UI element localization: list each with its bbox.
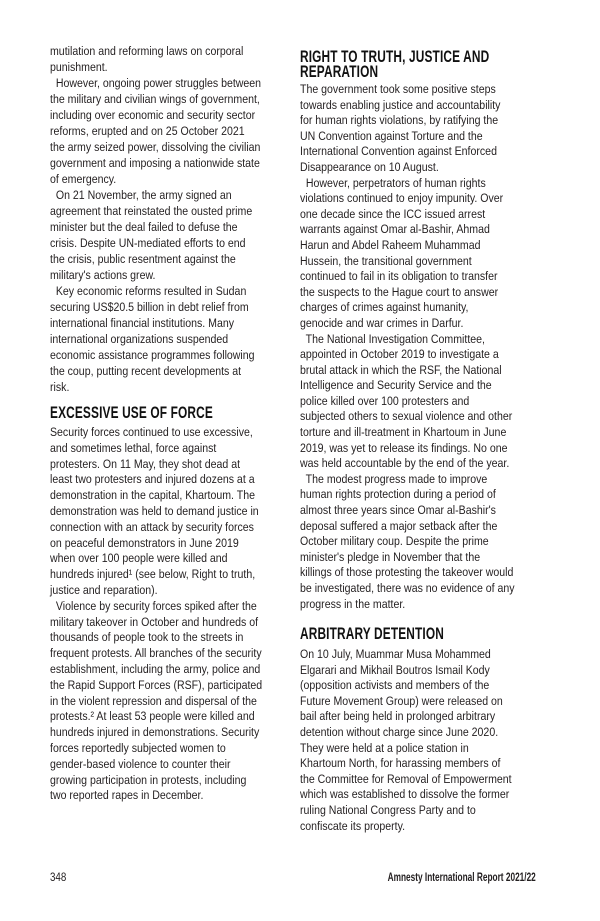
paragraph xyxy=(50,283,282,395)
paragraph xyxy=(50,599,282,804)
text-line: of emergency. xyxy=(50,172,117,186)
text-line: including over economic and security sector xyxy=(50,108,256,122)
text-line: the army seized power, dissolving the civilian xyxy=(50,140,261,154)
text-line: was held accountable by the end of the year. xyxy=(300,456,510,471)
text-line: the Rapid Support Forces (RSF), participated xyxy=(50,677,263,692)
text-line: violations continued to enjoy impunity. Over xyxy=(300,191,504,206)
text-line: agreement that reinstated the ousted prime xyxy=(50,204,253,218)
text-line: The government took some positive steps xyxy=(300,82,496,96)
text-line: However, ongoing power struggles between xyxy=(50,76,262,90)
text-line: Elgarari and Mikhail Boutros Ismail Kody xyxy=(300,662,490,677)
text-line: connection with an attack by security forces xyxy=(50,519,254,534)
text-line: be investigated, there was no evidence of any xyxy=(300,581,515,595)
text-line: Hussein, the transitional government xyxy=(300,253,472,268)
text-line: economic assistance programmes following xyxy=(50,348,255,362)
text-line: and sometimes lethal, force against xyxy=(50,440,217,455)
text-line: military's actions grew. xyxy=(50,268,156,282)
text-line: minister's pledge in November that the xyxy=(300,549,481,564)
text-line: warrants against Omar al-Bashir, Ahmad xyxy=(300,222,490,237)
text-line: the suspects to the Hague court to answer xyxy=(300,284,499,299)
text-line: international financial institutions. Many xyxy=(50,316,234,330)
text-line: subjected others to sexual violence and other xyxy=(300,409,513,424)
text-line: Disappearance on 10 August. xyxy=(300,159,439,174)
paragraph xyxy=(300,82,532,176)
text-line: ARBITRARY DETENTION xyxy=(300,625,444,643)
text-line: justice and reparation). xyxy=(50,582,158,597)
text-line: almost three years since Omar al-Bashir's xyxy=(300,503,496,518)
text-line: frequent protests. All branches of the security xyxy=(50,646,262,661)
text-line: Khartoum North, for harassing members of xyxy=(300,756,501,771)
text-line: international organizations suspended xyxy=(50,332,229,346)
text-line: bail after being held in prolonged arbitrary xyxy=(300,709,496,724)
intro-text xyxy=(50,43,320,395)
text-line: growing participation in protests, including xyxy=(50,772,247,787)
text-line: crisis. Despite UN-mediated efforts to end xyxy=(50,236,246,250)
text-line: on peaceful demonstrators in June 2019 xyxy=(50,535,239,550)
section-heading xyxy=(50,406,213,421)
text-line: ruling National Congress Party and to xyxy=(300,802,476,817)
text-line: two reported rapes in December. xyxy=(50,788,204,803)
paragraph xyxy=(300,176,532,332)
paragraph xyxy=(300,647,532,834)
text-line: torture and ill-treatment in Khartoum in June xyxy=(300,425,507,440)
text-line: the Committee for Removal of Empowerment xyxy=(300,771,512,786)
paragraph xyxy=(300,472,532,612)
text-line: forces reportedly subjected women to xyxy=(50,740,226,755)
text-line: for human rights violations, by ratifying the xyxy=(300,113,499,128)
text-line: On 21 November, the army signed an xyxy=(50,188,232,202)
section-heading xyxy=(300,627,444,642)
section-text xyxy=(50,425,320,804)
text-line: detention without charge since June 2020. xyxy=(300,724,499,739)
text-line: Harun and Abdel Raheem Muhammad xyxy=(300,237,481,252)
text-line: 2019, was yet to release its findings. No one xyxy=(300,440,508,455)
text-line: the crisis, public resentment against the xyxy=(50,252,236,266)
text-line: UN Convention against Torture and the xyxy=(300,128,483,143)
text-line: genocide and war crimes in Darfur. xyxy=(300,315,464,330)
paragraph xyxy=(300,332,532,472)
publication-title: Amnesty International Report 2021/22 xyxy=(387,872,536,884)
text-line: On 10 July, Muammar Musa Mohammed xyxy=(300,647,491,661)
text-line: the coup, putting recent developments at xyxy=(50,364,242,378)
text-line: Intelligence and Security Service and the xyxy=(300,378,492,393)
text-line: confiscate its property. xyxy=(300,818,406,833)
text-line: protests.² At least 53 people were killed and xyxy=(50,709,255,724)
text-line: The National Investigation Committee, xyxy=(300,331,485,346)
text-line: demonstration was held to demand justice in xyxy=(50,503,259,518)
text-line: Security forces continued to use excessive, xyxy=(50,425,253,439)
section-text xyxy=(300,82,570,612)
text-line: risk. xyxy=(50,380,70,394)
text-line: government and imposing a nationwide state xyxy=(50,156,260,170)
text-line: the military and civilian wings of government, xyxy=(50,92,260,106)
text-line: police killed over 100 protesters and xyxy=(300,393,470,408)
text-line: establishment, including the army, police and xyxy=(50,661,261,676)
text-line: killings of those protesting the takeover would xyxy=(300,565,514,580)
text-line: human rights protection during a period of xyxy=(300,487,496,502)
text-line: towards enabling justice and accountability xyxy=(300,97,501,112)
text-line: The modest progress made to improve xyxy=(300,471,488,486)
text-line: gender-based violence to counter their xyxy=(50,756,231,771)
text-line: demonstration in the capital, Khartoum. The xyxy=(50,488,255,503)
text-line: They were held at a police station in xyxy=(300,740,469,755)
text-line: brutal attack in which the RSF, the National xyxy=(300,362,502,377)
text-line: appointed in October 2019 to investigate a xyxy=(300,347,499,362)
text-line: RIGHT TO TRUTH, JUSTICE AND xyxy=(300,48,490,66)
text-line: which was established to dissolve the former xyxy=(300,787,510,802)
text-line: hundreds injured in demonstrations. Security xyxy=(50,725,260,740)
text-line: in the violent repression and dispersal of the xyxy=(50,693,257,708)
text-line: (opposition activists and members of the xyxy=(300,678,490,693)
text-line: progress in the matter. xyxy=(300,596,406,611)
text-line: punishment. xyxy=(50,60,108,74)
page-number: 348 xyxy=(50,872,67,884)
paragraph xyxy=(50,425,282,599)
text-line: one decade since the ICC issued arrest xyxy=(300,206,486,221)
text-line: reforms, erupted and on 25 October 2021 xyxy=(50,124,245,138)
text-line: military takeover in October and hundreds of xyxy=(50,614,259,629)
text-line: least two protesters and injured dozens at a xyxy=(50,472,255,487)
text-line: when over 100 people were killed and xyxy=(50,551,228,566)
section-text xyxy=(300,647,570,834)
text-line: charges of crimes against humanity, xyxy=(300,300,469,315)
text-line: October military coup. Despite the prime xyxy=(300,534,489,549)
text-line: securing US$20.5 billion in debt relief from xyxy=(50,300,249,314)
text-line: However, perpetrators of human rights xyxy=(300,175,486,190)
text-line: Key economic reforms resulted in Sudan xyxy=(50,284,247,298)
text-line: REPARATION xyxy=(300,63,379,81)
text-line: deposal suffered a major setback after the xyxy=(300,518,498,533)
text-line: protesters. On 11 May, they shot dead at xyxy=(50,456,241,471)
section-heading xyxy=(300,50,489,80)
text-line: mutilation and reforming laws on corporal xyxy=(50,44,244,58)
text-line: Violence by security forces spiked after the xyxy=(50,598,257,613)
text-line: Future Movement Group) were released on xyxy=(300,693,503,708)
text-line: minister but the deal failed to defuse the xyxy=(50,220,238,234)
text-line: hundreds injured¹ (see below, Right to truth, xyxy=(50,567,256,582)
text-line: continued to fail in its obligation to transfer xyxy=(300,269,498,284)
paragraph xyxy=(50,43,282,75)
text-line: International Convention against Enforced xyxy=(300,144,497,159)
paragraph xyxy=(50,75,282,187)
text-line: thousands of people took to the streets in xyxy=(50,630,244,645)
paragraph xyxy=(50,187,282,283)
text-line: EXCESSIVE USE OF FORCE xyxy=(50,404,213,422)
